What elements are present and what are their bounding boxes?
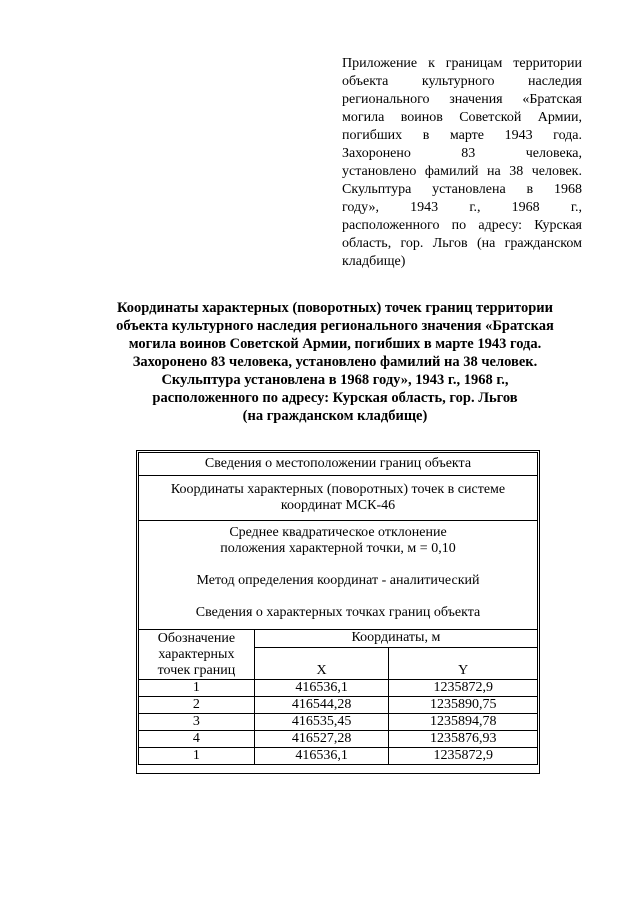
cell-x: 416535,45 — [254, 714, 389, 731]
appendix-note — [342, 55, 582, 271]
deviation-line: Среднее квадратическое отклонение — [229, 525, 447, 540]
table-caption: Сведения о местоположении границ объекта — [139, 453, 538, 476]
cell-point: 1 — [139, 748, 255, 765]
coordinates-table — [138, 452, 538, 765]
appendix-line: Скульптура установлена в 1968 — [342, 182, 582, 197]
title-line: Скульптура установлена в 1968 году», 1943 г., 1968 г., — [161, 372, 509, 388]
appendix-line: году», 1943 г., 1968 г., — [342, 200, 582, 215]
cell-x: 416544,28 — [254, 697, 389, 714]
col-header-x: X — [254, 647, 389, 679]
method-text: Метод определения координат - аналитический — [196, 573, 480, 588]
deviation-line: положения характерной точки, м = 0,10 — [220, 541, 456, 556]
cell-point: 2 — [139, 697, 255, 714]
appendix-line: расположенного по адресу: Курская — [342, 218, 582, 233]
appendix-line: могила воинов Советской Армии, — [342, 110, 582, 125]
appendix-line: регионального значения «Братская — [342, 92, 582, 107]
table-row — [139, 714, 538, 731]
col-header-y: Y — [389, 647, 538, 679]
cell-y: 1235894,78 — [389, 714, 538, 731]
cell-point: 4 — [139, 731, 255, 748]
cell-y: 1235872,9 — [389, 680, 538, 697]
cell-y: 1235872,9 — [389, 748, 538, 765]
title-line: объекта культурного наследия регионального значения «Братская — [116, 318, 554, 334]
appendix-line: кладбище) — [342, 254, 406, 269]
table-row — [139, 680, 538, 697]
appendix-line: погибших в марте 1943 года. — [342, 128, 582, 143]
appendix-line: Приложение к границам территории — [342, 56, 582, 71]
appendix-line: Захоронено 83 человека, — [342, 146, 582, 161]
method-block — [139, 521, 538, 630]
cell-x: 416527,28 — [254, 731, 389, 748]
title-line: расположенного по адресу: Курская область, гор. Льгов — [152, 390, 518, 406]
appendix-line: установлено фамилий на 38 человек. — [342, 164, 582, 179]
cell-x: 416536,1 — [254, 680, 389, 697]
appendix-line: объекта культурного наследия — [342, 74, 582, 89]
cell-y: 1235876,93 — [389, 731, 538, 748]
table-row — [139, 748, 538, 765]
col-header-point: Обозначение характерных точек границ — [139, 630, 255, 680]
title-line: (на гражданском кладбище) — [242, 408, 428, 424]
table-row — [139, 731, 538, 748]
cell-point: 3 — [139, 714, 255, 731]
appendix-line: область, гор. Льгов (на гражданском — [342, 236, 582, 251]
title-line: Координаты характерных (поворотных) точек границ территории — [117, 300, 553, 316]
document-title — [88, 299, 582, 425]
cell-point: 1 — [139, 680, 255, 697]
coordinate-system: Координаты характерных (поворотных) точек в системе координат МСК-46 — [139, 476, 538, 521]
col-header-coords: Координаты, м — [254, 630, 537, 648]
points-caption: Сведения о характерных точках границ объекта — [195, 605, 481, 620]
cell-x: 416536,1 — [254, 748, 389, 765]
title-line: Захоронено 83 человека, установлено фамилий на 38 человек. — [132, 354, 538, 370]
title-line: могила воинов Советской Армии, погибших в марте 1943 года. — [128, 336, 542, 352]
table-row — [139, 697, 538, 714]
cell-y: 1235890,75 — [389, 697, 538, 714]
